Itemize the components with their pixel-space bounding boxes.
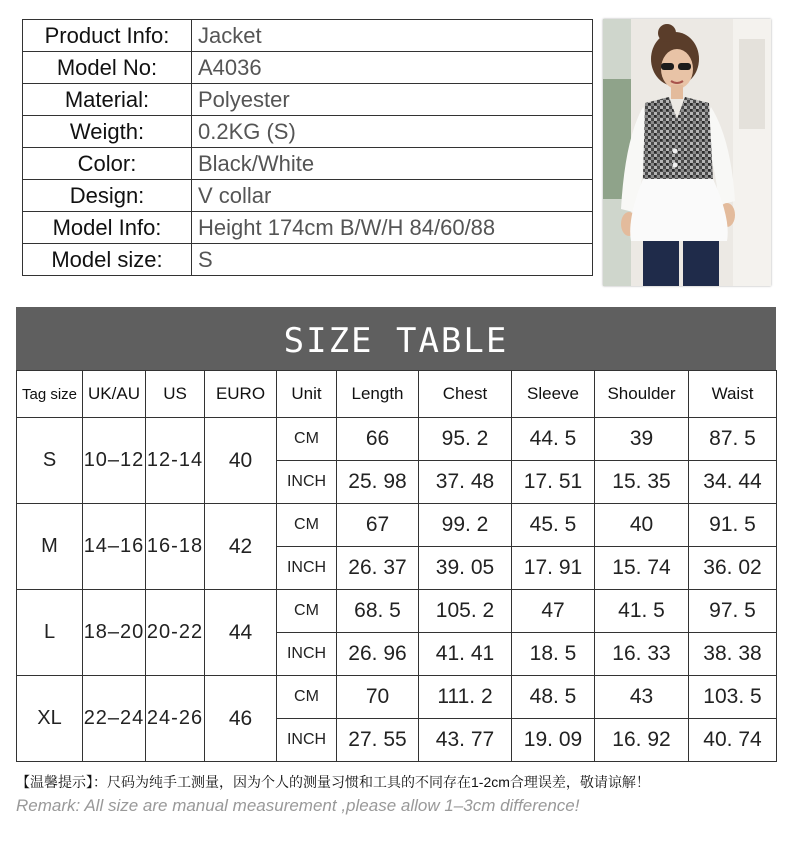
model-photo	[603, 19, 771, 286]
sleeve-cell: 17. 91	[512, 547, 595, 590]
euro-cell: 40	[205, 418, 277, 504]
header-tag-size: Tag size	[17, 371, 83, 418]
unit-cell: INCH	[277, 461, 337, 504]
info-value: Black/White	[192, 148, 593, 180]
uk-au-cell: 18–20	[83, 590, 146, 676]
measurement-remark-english: Remark: All size are manual measurement ,please allow 1–3cm difference!	[16, 796, 580, 815]
length-cell: 27. 55	[337, 719, 419, 762]
unit-cell: CM	[277, 676, 337, 719]
unit-cell: INCH	[277, 547, 337, 590]
length-cell: 25. 98	[337, 461, 419, 504]
info-value: Jacket	[192, 20, 593, 52]
size-table-title: SIZE TABLE	[16, 307, 776, 370]
info-value: S	[192, 244, 593, 276]
unit-cell: CM	[277, 418, 337, 461]
euro-cell: 44	[205, 590, 277, 676]
chest-cell: 95. 2	[419, 418, 512, 461]
length-cell: 26. 96	[337, 633, 419, 676]
size-row-s-cm	[17, 418, 777, 461]
unit-cell: CM	[277, 590, 337, 633]
sleeve-cell: 19. 09	[512, 719, 595, 762]
shoulder-cell: 39	[595, 418, 689, 461]
info-key: Weigth:	[23, 116, 192, 148]
size-row-xl-cm	[17, 676, 777, 719]
length-cell: 26. 37	[337, 547, 419, 590]
sleeve-cell: 48. 5	[512, 676, 595, 719]
unit-cell: CM	[277, 504, 337, 547]
header-shoulder: Shoulder	[595, 371, 689, 418]
size-table-header-row	[17, 371, 777, 418]
info-row-design	[23, 180, 593, 212]
shoulder-cell: 43	[595, 676, 689, 719]
euro-cell: 46	[205, 676, 277, 762]
shoulder-cell: 15. 35	[595, 461, 689, 504]
info-key: Product Info:	[23, 20, 192, 52]
sleeve-cell: 44. 5	[512, 418, 595, 461]
header-us: US	[146, 371, 205, 418]
header-euro: EURO	[205, 371, 277, 418]
unit-cell: INCH	[277, 719, 337, 762]
tag-size-cell: S	[17, 418, 83, 504]
chest-cell: 39. 05	[419, 547, 512, 590]
info-key: Color:	[23, 148, 192, 180]
length-cell: 68. 5	[337, 590, 419, 633]
info-row-weight	[23, 116, 593, 148]
shoulder-cell: 16. 33	[595, 633, 689, 676]
sleeve-cell: 18. 5	[512, 633, 595, 676]
us-cell: 20-22	[146, 590, 205, 676]
info-row-model-no	[23, 52, 593, 84]
chest-cell: 37. 48	[419, 461, 512, 504]
size-row-m-cm	[17, 504, 777, 547]
measurement-note-chinese: 【温馨提示】：尺码为纯手工测量，因为个人的测量习惯和工具的不同存在1-2cm合理误差，敬请谅解！	[16, 774, 650, 790]
info-row-model-info	[23, 212, 593, 244]
uk-au-cell: 14–16	[83, 504, 146, 590]
info-row-color	[23, 148, 593, 180]
waist-cell: 40. 74	[689, 719, 777, 762]
tag-size-cell: L	[17, 590, 83, 676]
us-cell: 24-26	[146, 676, 205, 762]
length-cell: 67	[337, 504, 419, 547]
shoulder-cell: 41. 5	[595, 590, 689, 633]
waist-cell: 103. 5	[689, 676, 777, 719]
info-key: Material:	[23, 84, 192, 116]
header-uk-au: UK/AU	[83, 371, 146, 418]
chest-cell: 99. 2	[419, 504, 512, 547]
header-chest: Chest	[419, 371, 512, 418]
info-row-model-size	[23, 244, 593, 276]
length-cell: 66	[337, 418, 419, 461]
chest-cell: 105. 2	[419, 590, 512, 633]
info-value: A4036	[192, 52, 593, 84]
info-row-material	[23, 84, 593, 116]
info-key: Model Info:	[23, 212, 192, 244]
us-cell: 12-14	[146, 418, 205, 504]
waist-cell: 91. 5	[689, 504, 777, 547]
info-value: V collar	[192, 180, 593, 212]
info-value: 0.2KG (S)	[192, 116, 593, 148]
header-sleeve: Sleeve	[512, 371, 595, 418]
waist-cell: 34. 44	[689, 461, 777, 504]
header-waist: Waist	[689, 371, 777, 418]
info-key: Design:	[23, 180, 192, 212]
us-cell: 16-18	[146, 504, 205, 590]
uk-au-cell: 22–24	[83, 676, 146, 762]
waist-cell: 36. 02	[689, 547, 777, 590]
info-key: Model No:	[23, 52, 192, 84]
sleeve-cell: 45. 5	[512, 504, 595, 547]
waist-cell: 38. 38	[689, 633, 777, 676]
sleeve-cell: 17. 51	[512, 461, 595, 504]
tag-size-cell: XL	[17, 676, 83, 762]
unit-cell: INCH	[277, 633, 337, 676]
chest-cell: 43. 77	[419, 719, 512, 762]
euro-cell: 42	[205, 504, 277, 590]
tag-size-cell: M	[17, 504, 83, 590]
info-value: Polyester	[192, 84, 593, 116]
shoulder-cell: 16. 92	[595, 719, 689, 762]
header-length: Length	[337, 371, 419, 418]
waist-cell: 97. 5	[689, 590, 777, 633]
waist-cell: 87. 5	[689, 418, 777, 461]
shoulder-cell: 15. 74	[595, 547, 689, 590]
chest-cell: 41. 41	[419, 633, 512, 676]
model-photo-illustration	[603, 19, 771, 286]
info-value: Height 174cm B/W/H 84/60/88	[192, 212, 593, 244]
info-key: Model size:	[23, 244, 192, 276]
product-info-table	[22, 19, 593, 276]
chest-cell: 111. 2	[419, 676, 512, 719]
size-row-l-cm	[17, 590, 777, 633]
sleeve-cell: 47	[512, 590, 595, 633]
size-table	[16, 370, 777, 762]
info-row-product	[23, 20, 593, 52]
uk-au-cell: 10–12	[83, 418, 146, 504]
shoulder-cell: 40	[595, 504, 689, 547]
header-unit: Unit	[277, 371, 337, 418]
length-cell: 70	[337, 676, 419, 719]
